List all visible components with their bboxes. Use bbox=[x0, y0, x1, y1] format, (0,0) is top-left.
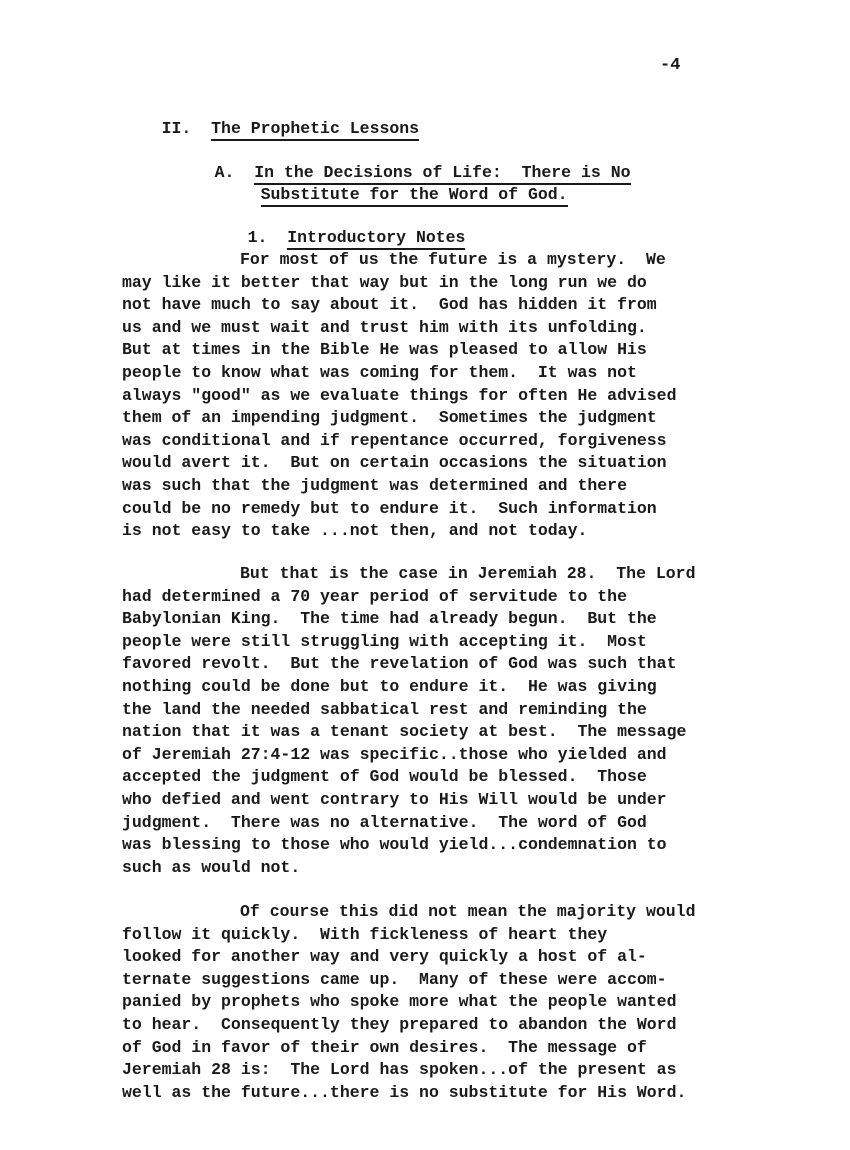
subsection-title-line-1: In the Decisions of Life: There is No bbox=[254, 163, 630, 185]
paragraph-line: nothing could be done but to endure it. He was giving bbox=[122, 676, 657, 696]
paragraph-line: Of course this did not mean the majority would bbox=[240, 902, 696, 921]
subsection-title-line-2: Substitute for the Word of God. bbox=[261, 185, 568, 207]
paragraph-line: But that is the case in Jeremiah 28. The Lord bbox=[240, 564, 696, 583]
paragraph-2 bbox=[122, 563, 695, 879]
paragraph-line: such as would not. bbox=[122, 857, 301, 877]
paragraph-line: was conditional and if repentance occurred, forgiveness bbox=[122, 430, 667, 450]
paragraph-3 bbox=[122, 901, 695, 1104]
section-title: The Prophetic Lessons bbox=[211, 119, 419, 141]
paragraph-line: of God in favor of their own desires. The message of bbox=[122, 1037, 647, 1057]
paragraph-line: Jeremiah 28 is: The Lord has spoken...of the present as bbox=[122, 1060, 677, 1080]
paragraph-line: the land the needed sabbatical rest and reminding the bbox=[122, 699, 647, 719]
page-number: -4 bbox=[660, 56, 681, 75]
paragraph-line: follow it quickly. With fickleness of heart they bbox=[122, 924, 608, 944]
paragraph-line: had determined a 70 year period of servitude to the bbox=[122, 586, 627, 606]
paragraph-line: was blessing to those who would yield...condemnation to bbox=[122, 835, 667, 855]
paragraph-line: them of an impending judgment. Sometimes the judgment bbox=[122, 408, 657, 428]
paragraph-line: of Jeremiah 27:4-12 was specific..those who yielded and bbox=[122, 744, 667, 764]
paragraph-line: to hear. Consequently they prepared to abandon the Word bbox=[122, 1014, 677, 1034]
paragraph-line: who defied and went contrary to His Will would be under bbox=[122, 789, 667, 809]
paragraph-line: looked for another way and very quickly a host of al- bbox=[122, 947, 647, 967]
paragraph-line: accepted the judgment of God would be blessed. Those bbox=[122, 767, 647, 787]
paragraph-line: could be no remedy but to endure it. Such information bbox=[122, 498, 657, 518]
paragraph-line: judgment. There was no alternative. The word of God bbox=[122, 812, 647, 832]
paragraph-line: always "good" as we evaluate things for often He advised bbox=[122, 385, 677, 405]
paragraph-line: ternate suggestions came up. Many of these were accom- bbox=[122, 969, 667, 989]
paragraph-line: not have much to say about it. God has hidden it from bbox=[122, 295, 657, 315]
paragraph-line: would avert it. But on certain occasions the situation bbox=[122, 453, 667, 473]
paragraph-line: well as the future...there is no substitute for His Word. bbox=[122, 1082, 687, 1102]
paragraph-1 bbox=[122, 249, 677, 543]
paragraph-line: people were still struggling with accepting it. Most bbox=[122, 631, 647, 651]
paragraph-line: may like it better that way but in the long run we do bbox=[122, 272, 647, 292]
paragraph-line: was such that the judgment was determined and there bbox=[122, 475, 627, 495]
paragraph-line: favored revolt. But the revelation of God was such that bbox=[122, 654, 677, 674]
section-number: II. bbox=[161, 119, 192, 138]
paragraph-line: us and we must wait and trust him with its unfolding. bbox=[122, 317, 647, 337]
subsection-number: A. bbox=[214, 163, 235, 182]
paragraph-line: panied by prophets who spoke more what the people wanted bbox=[122, 992, 677, 1012]
paragraph-line: is not easy to take ...not then, and not today. bbox=[122, 521, 588, 541]
paragraph-line: But at times in the Bible He was pleased to allow His bbox=[122, 340, 647, 360]
paragraph-line: For most of us the future is a mystery. We bbox=[240, 250, 666, 269]
paragraph-line: people to know what was coming for them. It was not bbox=[122, 362, 637, 382]
paragraph-line: nation that it was a tenant society at best. The message bbox=[122, 722, 687, 742]
paragraph-line: Babylonian King. The time had already begun. But the bbox=[122, 609, 657, 629]
item-number: 1. bbox=[247, 228, 268, 247]
item-title: Introductory Notes bbox=[287, 228, 465, 250]
